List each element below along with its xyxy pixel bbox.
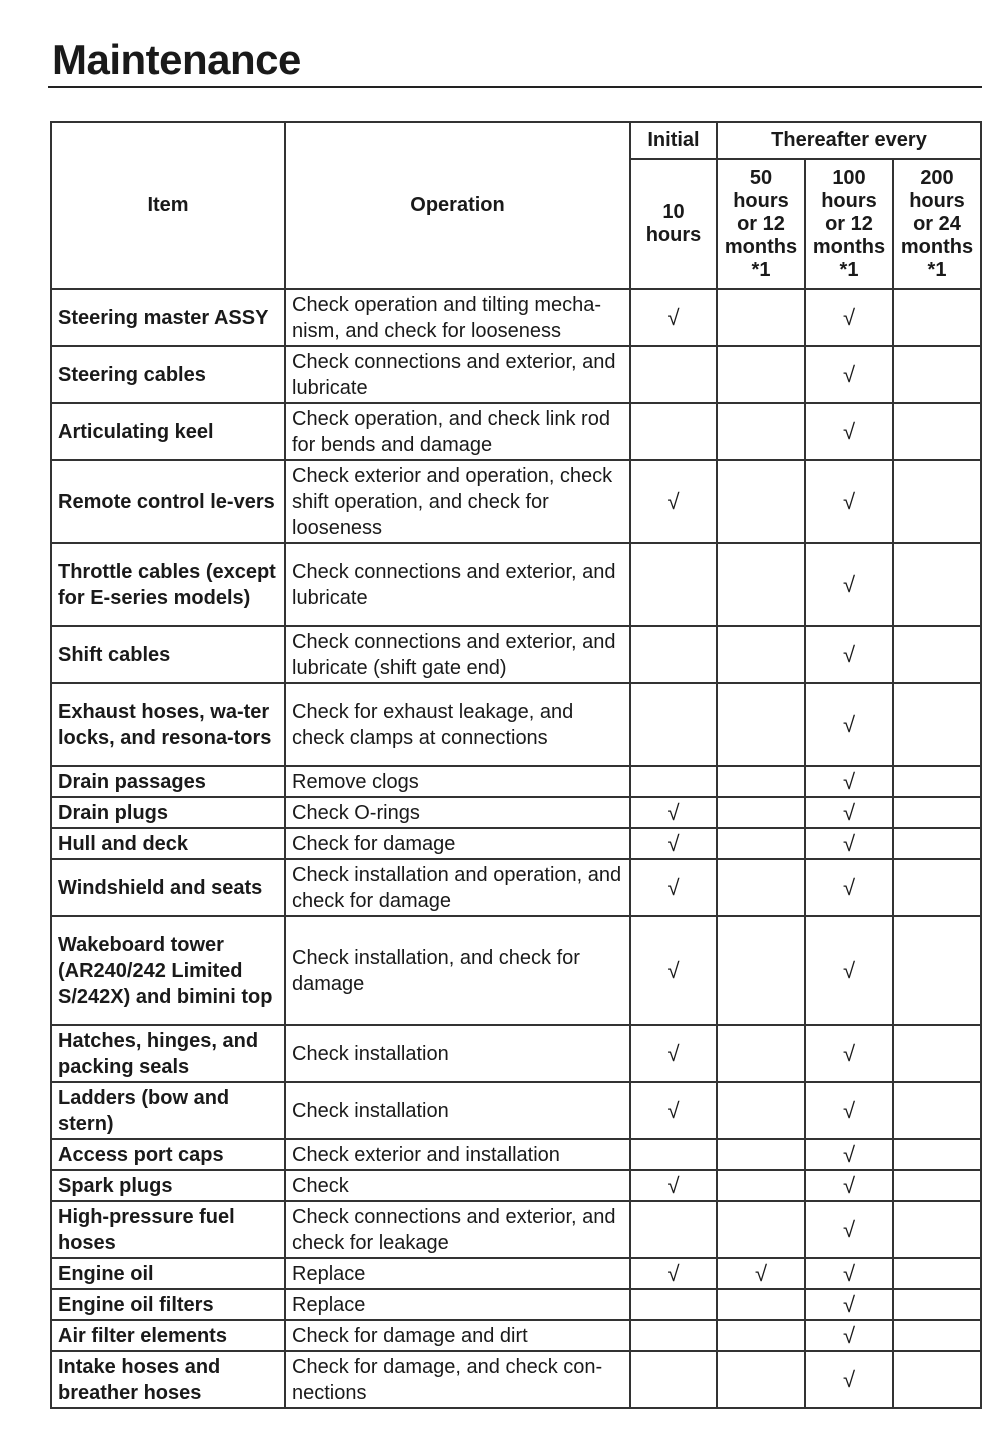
check-100-hours: √: [805, 1082, 893, 1139]
check-50-hours: [717, 916, 805, 1025]
check-50-hours: [717, 859, 805, 916]
table-row: [51, 626, 981, 683]
item-cell: Hatches, hinges, and packing seals: [51, 1025, 285, 1082]
item-cell: Drain passages: [51, 766, 285, 797]
check-100-hours: √: [805, 1351, 893, 1408]
check-50-hours: [717, 1351, 805, 1408]
table-row: [51, 1025, 981, 1082]
check-50-hours: [717, 1082, 805, 1139]
table-row: [51, 403, 981, 460]
check-10-hours: [630, 346, 717, 403]
operation-cell: Check installation and operation, and check for damage: [285, 859, 630, 916]
check-50-hours: [717, 346, 805, 403]
item-cell: High-pressure fuel hoses: [51, 1201, 285, 1258]
item-cell: Steering master ASSY: [51, 289, 285, 346]
check-200-hours: [893, 859, 981, 916]
check-100-hours: √: [805, 1320, 893, 1351]
operation-cell: Check for damage and dirt: [285, 1320, 630, 1351]
check-100-hours: √: [805, 1170, 893, 1201]
header-item: Item: [51, 122, 285, 289]
operation-cell: Check exterior and operation, check shift operation, and check for looseness: [285, 460, 630, 543]
title-rule: [48, 86, 982, 88]
operation-cell: Replace: [285, 1258, 630, 1289]
check-50-hours: [717, 1320, 805, 1351]
operation-cell: Check for exhaust leakage, and check clamps at connections: [285, 683, 630, 766]
operation-cell: Remove clogs: [285, 766, 630, 797]
item-cell: Hull and deck: [51, 828, 285, 859]
item-cell: Windshield and seats: [51, 859, 285, 916]
table-header: [51, 122, 981, 289]
item-cell: Intake hoses and breather hoses: [51, 1351, 285, 1408]
page-title: Maintenance: [52, 36, 301, 83]
check-200-hours: [893, 460, 981, 543]
operation-cell: Check connections and exterior, and lubricate (shift gate end): [285, 626, 630, 683]
check-100-hours: √: [805, 797, 893, 828]
table-row: [51, 916, 981, 1025]
check-10-hours: [630, 626, 717, 683]
check-100-hours: √: [805, 403, 893, 460]
maintenance-schedule-table: [50, 121, 982, 1409]
check-100-hours: √: [805, 346, 893, 403]
operation-cell: Replace: [285, 1289, 630, 1320]
check-200-hours: [893, 1082, 981, 1139]
table-row: [51, 683, 981, 766]
check-100-hours: √: [805, 1289, 893, 1320]
check-10-hours: [630, 403, 717, 460]
check-50-hours: [717, 289, 805, 346]
check-10-hours: √: [630, 1082, 717, 1139]
table-row: [51, 543, 981, 626]
check-200-hours: [893, 1139, 981, 1170]
check-200-hours: [893, 1320, 981, 1351]
header-100-hours: 100 hours or 12 months *1: [805, 159, 893, 289]
check-200-hours: [893, 1170, 981, 1201]
operation-cell: Check O-rings: [285, 797, 630, 828]
check-200-hours: [893, 403, 981, 460]
item-cell: Remote control le-vers: [51, 460, 285, 543]
check-10-hours: √: [630, 1025, 717, 1082]
check-100-hours: √: [805, 1139, 893, 1170]
table-row: [51, 1320, 981, 1351]
check-100-hours: √: [805, 916, 893, 1025]
check-50-hours: [717, 766, 805, 797]
item-cell: Engine oil: [51, 1258, 285, 1289]
operation-cell: Check installation, and check for damage: [285, 916, 630, 1025]
check-10-hours: √: [630, 828, 717, 859]
operation-cell: Check connections and exterior, and lubricate: [285, 543, 630, 626]
check-50-hours: [717, 683, 805, 766]
check-100-hours: √: [805, 460, 893, 543]
header-200-hours: 200 hours or 24 months *1: [893, 159, 981, 289]
table-row: [51, 797, 981, 828]
check-200-hours: [893, 289, 981, 346]
item-cell: Air filter elements: [51, 1320, 285, 1351]
check-50-hours: [717, 460, 805, 543]
header-10-hours: 10 hours: [630, 159, 717, 289]
item-cell: Drain plugs: [51, 797, 285, 828]
check-100-hours: √: [805, 289, 893, 346]
operation-cell: Check: [285, 1170, 630, 1201]
check-50-hours: [717, 543, 805, 626]
table-row: [51, 289, 981, 346]
check-200-hours: [893, 1025, 981, 1082]
check-10-hours: √: [630, 460, 717, 543]
check-10-hours: [630, 683, 717, 766]
item-cell: Spark plugs: [51, 1170, 285, 1201]
check-200-hours: [893, 626, 981, 683]
operation-cell: Check for damage: [285, 828, 630, 859]
check-10-hours: √: [630, 289, 717, 346]
check-10-hours: √: [630, 1170, 717, 1201]
item-cell: Steering cables: [51, 346, 285, 403]
check-50-hours: [717, 1025, 805, 1082]
operation-cell: Check operation, and check link rod for bends and damage: [285, 403, 630, 460]
check-50-hours: [717, 1170, 805, 1201]
check-50-hours: [717, 1289, 805, 1320]
check-100-hours: √: [805, 683, 893, 766]
check-50-hours: [717, 403, 805, 460]
header-thereafter: Thereafter every: [717, 122, 981, 159]
operation-cell: Check connections and exterior, and check for leakage: [285, 1201, 630, 1258]
check-200-hours: [893, 766, 981, 797]
check-200-hours: [893, 1289, 981, 1320]
check-10-hours: [630, 1139, 717, 1170]
check-50-hours: [717, 626, 805, 683]
check-100-hours: √: [805, 543, 893, 626]
check-10-hours: √: [630, 916, 717, 1025]
check-100-hours: √: [805, 1201, 893, 1258]
operation-cell: Check installation: [285, 1082, 630, 1139]
operation-cell: Check connections and exterior, and lubricate: [285, 346, 630, 403]
check-200-hours: [893, 1351, 981, 1408]
check-200-hours: [893, 1201, 981, 1258]
table-row: [51, 1170, 981, 1201]
check-200-hours: [893, 1258, 981, 1289]
check-200-hours: [893, 797, 981, 828]
check-50-hours: [717, 1139, 805, 1170]
check-10-hours: [630, 1201, 717, 1258]
item-cell: Engine oil filters: [51, 1289, 285, 1320]
operation-cell: Check for damage, and check con-nections: [285, 1351, 630, 1408]
item-cell: Wakeboard tower (AR240/242 Limited S/242X) and bimini top: [51, 916, 285, 1025]
table-row: [51, 859, 981, 916]
table-row: [51, 1139, 981, 1170]
header-initial: Initial: [630, 122, 717, 159]
check-200-hours: [893, 828, 981, 859]
check-100-hours: √: [805, 1258, 893, 1289]
table-row: [51, 460, 981, 543]
table-row: [51, 828, 981, 859]
check-200-hours: [893, 346, 981, 403]
item-cell: Access port caps: [51, 1139, 285, 1170]
item-cell: Ladders (bow and stern): [51, 1082, 285, 1139]
item-cell: Throttle cables (except for E-series models): [51, 543, 285, 626]
check-10-hours: √: [630, 1258, 717, 1289]
table-row: [51, 1082, 981, 1139]
check-10-hours: [630, 543, 717, 626]
check-10-hours: [630, 766, 717, 797]
table-row: [51, 346, 981, 403]
table-row: [51, 766, 981, 797]
check-50-hours: [717, 1201, 805, 1258]
table-row: [51, 1258, 981, 1289]
operation-cell: Check operation and tilting mecha-nism, and check for looseness: [285, 289, 630, 346]
check-10-hours: √: [630, 797, 717, 828]
check-200-hours: [893, 543, 981, 626]
item-cell: Shift cables: [51, 626, 285, 683]
check-50-hours: [717, 828, 805, 859]
check-200-hours: [893, 683, 981, 766]
check-100-hours: √: [805, 828, 893, 859]
item-cell: Articulating keel: [51, 403, 285, 460]
table-body: [51, 289, 981, 1408]
check-10-hours: [630, 1351, 717, 1408]
check-10-hours: √: [630, 859, 717, 916]
check-10-hours: [630, 1320, 717, 1351]
check-10-hours: [630, 1289, 717, 1320]
operation-cell: Check installation: [285, 1025, 630, 1082]
check-50-hours: [717, 797, 805, 828]
operation-cell: Check exterior and installation: [285, 1139, 630, 1170]
check-100-hours: √: [805, 859, 893, 916]
check-200-hours: [893, 916, 981, 1025]
check-50-hours: √: [717, 1258, 805, 1289]
table-row: [51, 1351, 981, 1408]
check-100-hours: √: [805, 626, 893, 683]
table-row: [51, 1201, 981, 1258]
item-cell: Exhaust hoses, wa-ter locks, and resona-tors: [51, 683, 285, 766]
check-100-hours: √: [805, 1025, 893, 1082]
table-row: [51, 1289, 981, 1320]
header-50-hours: 50 hours or 12 months *1: [717, 159, 805, 289]
check-100-hours: √: [805, 766, 893, 797]
header-operation: Operation: [285, 122, 630, 289]
